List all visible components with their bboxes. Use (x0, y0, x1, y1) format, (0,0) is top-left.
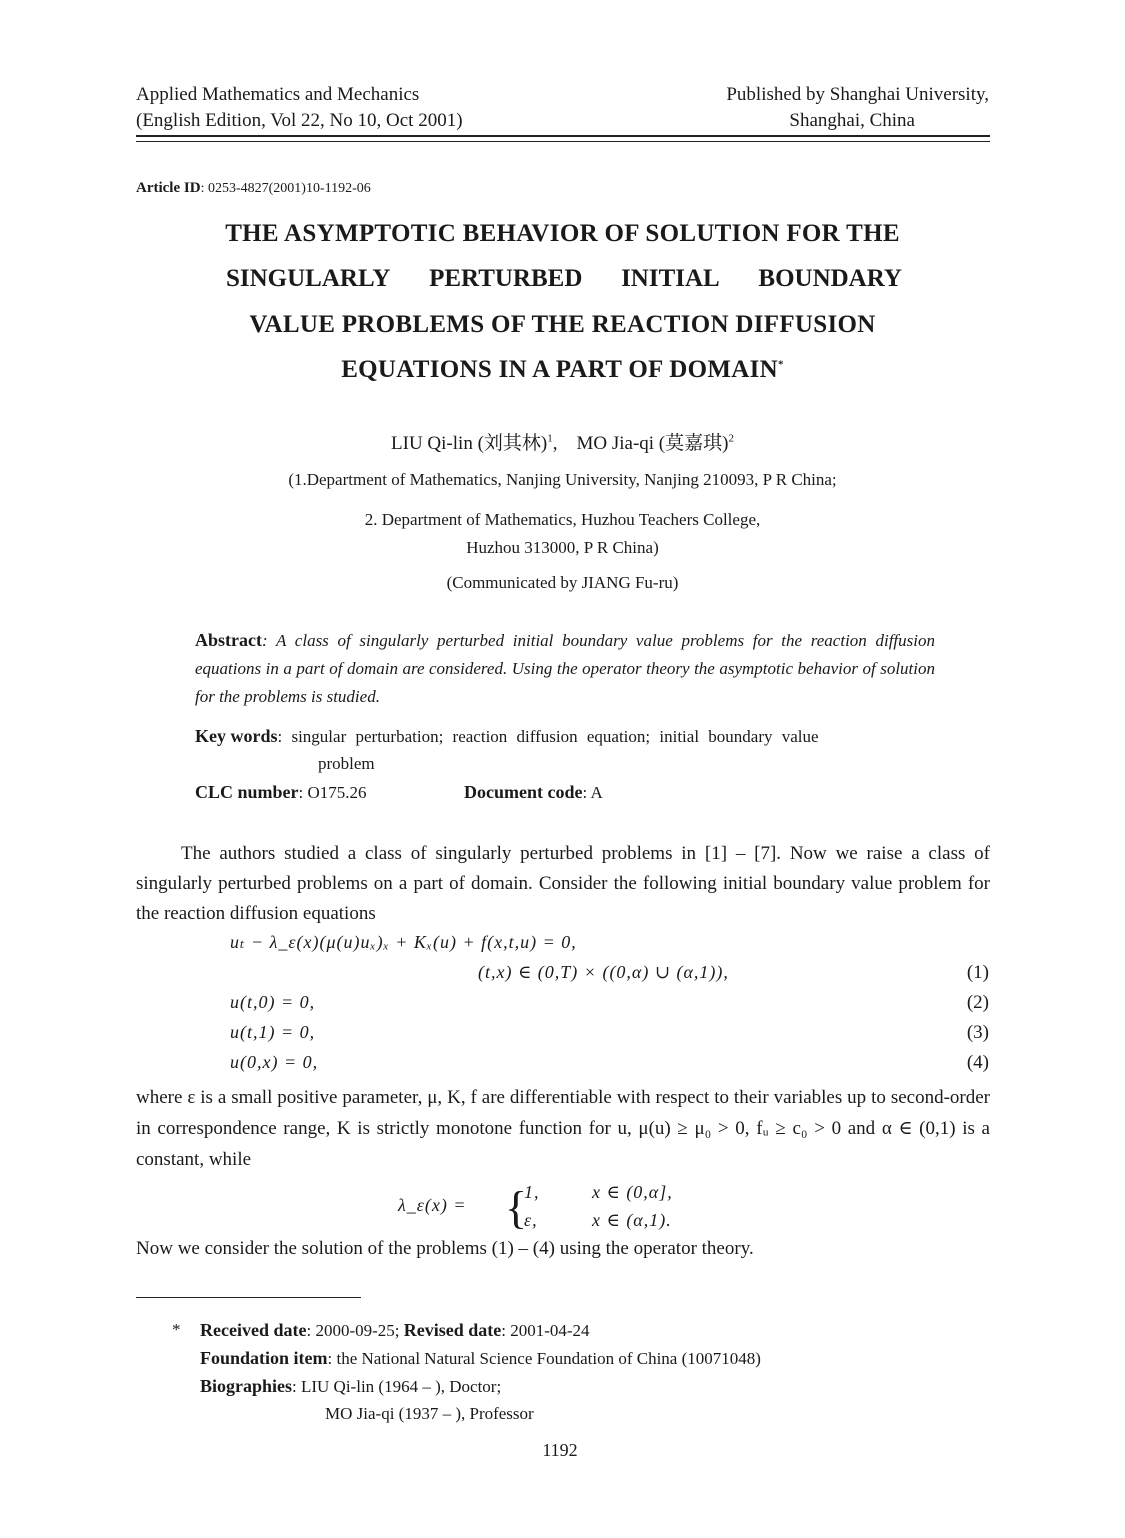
keywords-label: Key words (195, 726, 278, 746)
title-footnote-mark: * (778, 358, 784, 371)
foundation-text: : the National Natural Science Foundation of China (10071048) (327, 1349, 761, 1368)
document-code (464, 782, 603, 803)
keywords (195, 726, 819, 747)
title-line-3: VALUE PROBLEMS OF THE REACTION DIFFUSION (249, 311, 876, 338)
left-brace: { (505, 1182, 528, 1233)
title-word: SINGULARLY (226, 265, 391, 292)
intro-paragraph: The authors studied a class of singularly perturbed problems in [1] – [7]. Now we raise a class of singularly perturbed problems on a part of domain. Consider the following initial boundary value problem for the reaction diffusion equations (136, 843, 990, 924)
lambda-lhs: λ_ε(x) = (398, 1195, 467, 1215)
author-2: MO Jia-qi (莫嘉琪) (576, 433, 729, 454)
author-1-affil: 1 (547, 432, 553, 445)
author-2-affil: 2 (728, 432, 734, 445)
document-code-value: : A (582, 783, 603, 802)
document-code-label: Document code (464, 782, 583, 802)
abstract (195, 626, 935, 711)
equation-3: u(t,1) = 0, (230, 1022, 316, 1042)
page-number: 1192 (542, 1440, 578, 1460)
journal-edition: (English Edition, Vol 22, No 10, Oct 2001) (136, 110, 463, 131)
title-word: INITIAL (621, 265, 720, 292)
article-id-value: : 0253-4827(2001)10-1192-06 (200, 181, 371, 196)
title-word: BOUNDARY (758, 265, 902, 292)
equation-number-2: (2) (966, 992, 989, 1013)
title-line-4 (0, 356, 1125, 384)
biographies-label: Biographies (200, 1376, 293, 1396)
author-separator: , (552, 433, 558, 454)
clc-label: CLC number (195, 782, 299, 802)
communicated-by: (Communicated by JIANG Fu-ru) (446, 573, 679, 592)
title-line-1: THE ASYMPTOTIC BEHAVIOR OF SOLUTION FOR THE (225, 220, 900, 247)
journal-name: Applied Mathematics and Mechanics (136, 84, 420, 105)
now-paragraph: Now we consider the solution of the problems (1) – (4) using the operator theory. (136, 1238, 754, 1259)
article-id-label: Article ID (136, 180, 201, 196)
biography-2: MO Jia-qi (1937 – ), Professor (325, 1404, 534, 1423)
authors (0, 428, 1125, 455)
clc-value: : O175.26 (298, 783, 367, 802)
lambda-case-2-condition: x ∈ (α,1). (592, 1210, 672, 1230)
received-date: : 2000-09-25; (306, 1321, 400, 1340)
header-rule-thick (136, 135, 990, 137)
equation-number-3: (3) (966, 1022, 989, 1043)
equation-1a: uₜ − λ_ε(x)(μ(u)uₓ)ₓ + Kₓ(u) + f(x,t,u) = 0, (230, 932, 577, 952)
publisher-location: Shanghai, China (789, 110, 915, 131)
equation-4: u(0,x) = 0, (230, 1052, 319, 1072)
received-label: Received date (200, 1320, 307, 1340)
abstract-label: Abstract (195, 630, 262, 650)
affiliation-2-line1: 2. Department of Mathematics, Huzhou Teachers College, (364, 510, 761, 529)
keywords-text: : singular perturbation; reaction diffusion equation; initial boundary value (277, 727, 819, 746)
biography-1: : LIU Qi-lin (1964 – ), Doctor; (292, 1377, 502, 1396)
foundation-label: Foundation item (200, 1348, 328, 1368)
lambda-case-1-value: 1, (524, 1182, 540, 1202)
publisher: Published by Shanghai University, (726, 84, 989, 105)
equation-number-4: (4) (966, 1052, 989, 1073)
footnote-dates (200, 1320, 590, 1341)
title-word: PERTURBED (429, 265, 583, 292)
title-line-4-text: EQUATIONS IN A PART OF DOMAIN (341, 356, 778, 383)
footnote-star: * (172, 1320, 181, 1339)
title-line-2 (226, 265, 902, 293)
affiliation-2-line2: Huzhou 313000, P R China) (466, 538, 659, 557)
footnote-biographies (200, 1376, 501, 1397)
lambda-case-1-condition: x ∈ (0,α], (592, 1182, 673, 1202)
lambda-case-2-value: ε, (524, 1210, 538, 1230)
header-rule-thin (136, 141, 990, 142)
author-1: LIU Qi-lin (刘其林) (391, 433, 548, 454)
where-paragraph: where ε is a small positive parameter, μ, K, f are differentiable with respect to their variables up to second-order in correspondence range, K is strictly monotone function for u, μ(u) ≥ μ₀ > 0, fᵤ ≥ c₀ > 0 and α ∈ (0,1) is a constant, while (136, 1087, 990, 1170)
revised-label: Revised date (403, 1320, 502, 1340)
footnote-rule (136, 1297, 361, 1298)
article-id (136, 180, 371, 197)
revised-date: : 2001-04-24 (501, 1321, 590, 1340)
abstract-text: : A class of singularly perturbed initial boundary value problems for the reaction diffusion equations in a part of domain are considered. Using the operator theory the asymptotic behavior of solution for the problems is studied. (195, 631, 935, 706)
clc-number (195, 782, 367, 803)
equation-1b: (t,x) ∈ (0,T) × ((0,α) ∪ (α,1)), (478, 962, 729, 982)
keywords-text-cont: problem (318, 754, 375, 773)
equation-2: u(t,0) = 0, (230, 992, 316, 1012)
affiliation-1: (1.Department of Mathematics, Nanjing University, Nanjing 210093, P R China; (288, 470, 837, 489)
equation-number-1: (1) (966, 962, 989, 983)
footnote-foundation (200, 1348, 761, 1369)
